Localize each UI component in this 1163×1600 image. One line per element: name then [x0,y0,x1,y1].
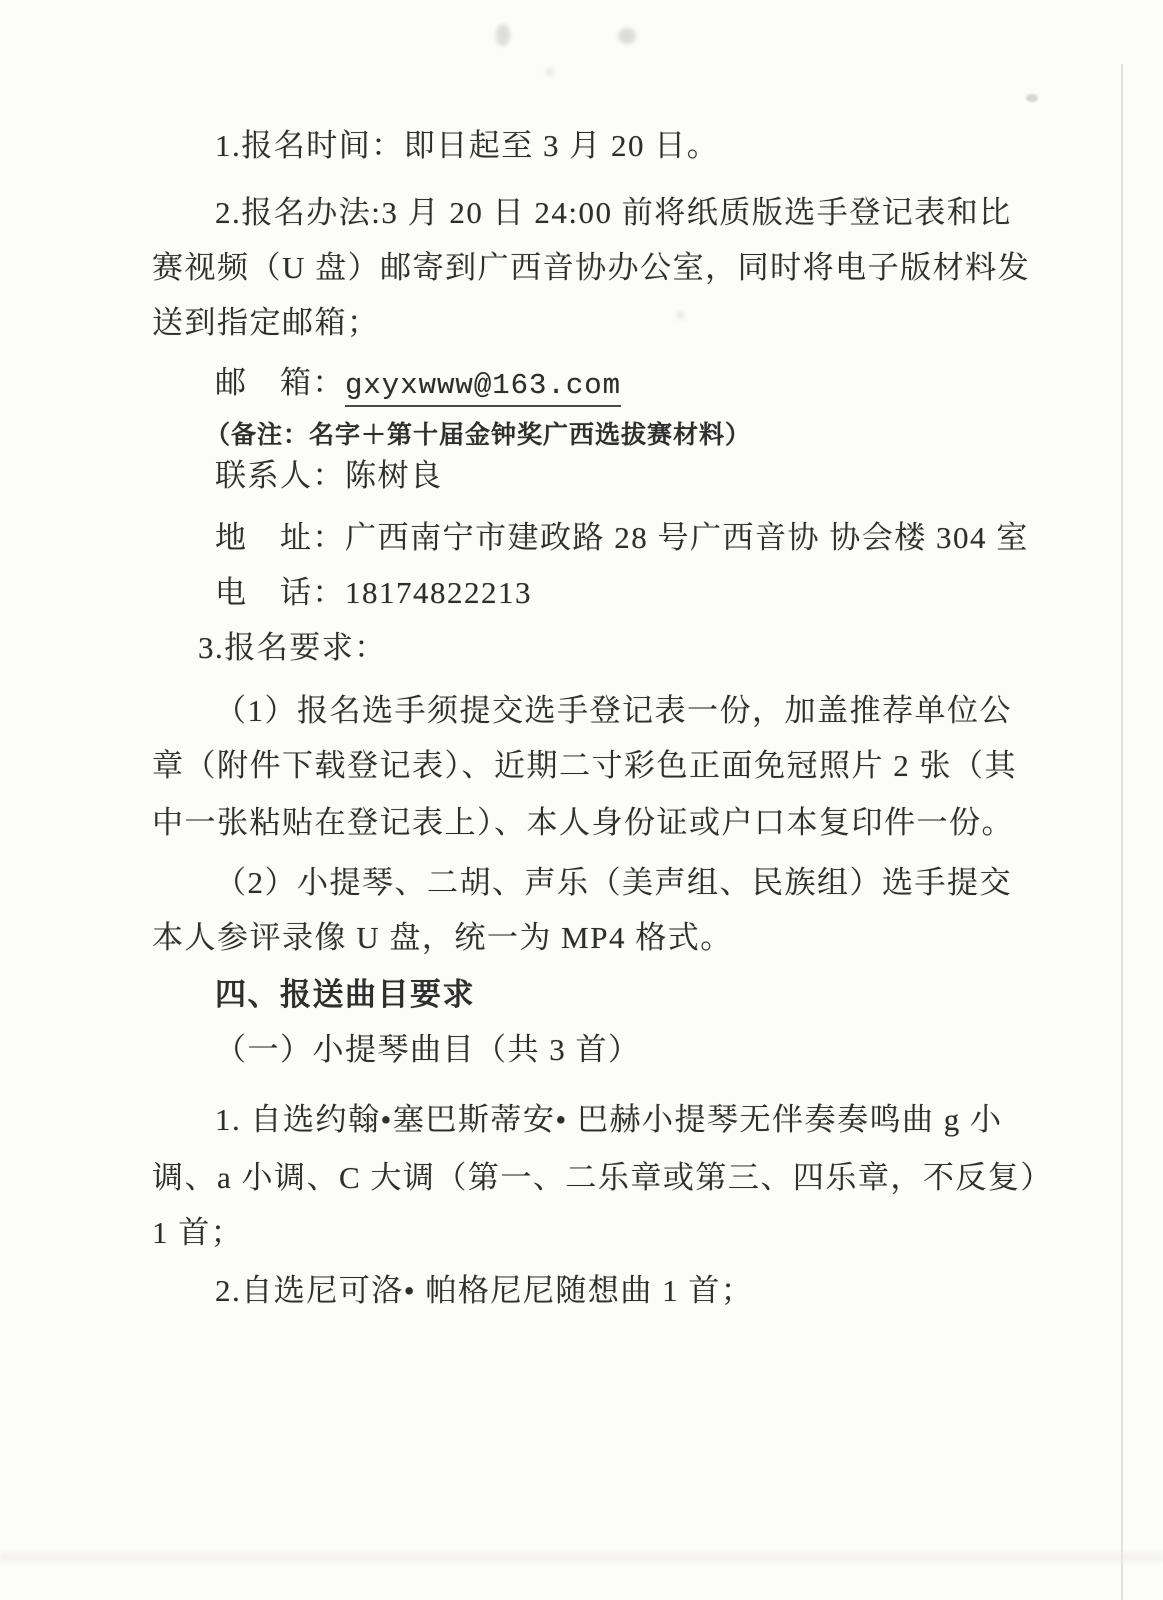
scan-smudge [618,28,636,44]
email-label: 邮 箱： [215,365,345,400]
doc-violin-item-2: 2.自选尼可洛• 帕格尼尼随想曲 1 首； [215,1273,754,1308]
doc-line-requirement-1a: （1）报名选手须提交选手登记表一份，加盖推荐单位公 [215,693,1012,728]
doc-line-address: 地 址：广西南宁市建政路 28 号广西音协 协会楼 304 室 [215,520,1029,555]
doc-line-requirements-heading: 3.报名要求： [198,630,387,665]
scan-bottom-shadow [0,1552,1163,1562]
doc-line-requirement-1c: 中一张粘贴在登记表上）、本人身份证或户口本复印件一份。 [152,805,1014,840]
doc-line-contact-person: 联系人：陈树良 [215,458,443,493]
doc-violin-item-1c: 1 首； [152,1215,244,1250]
doc-violin-item-1b: 调、a 小调、C 大调（第一、二乐章或第三、四乐章，不反复） [152,1160,1053,1195]
doc-line-requirement-2a: （2）小提琴、二胡、声乐（美声组、民族组）选手提交 [215,865,1012,900]
scan-smudge [496,24,510,46]
doc-line-email-note: （备注：名字＋第十届金钟奖广西选拔赛材料） [205,422,752,449]
doc-line-email [215,364,621,404]
doc-line-registration-time: 1.报名时间：即日起至 3 月 20 日。 [215,128,720,163]
doc-line-registration-method-2: 赛视频（U 盘）邮寄到广西音协办公室，同时将电子版材料发 [152,250,1031,285]
scan-smudge [545,68,555,76]
scan-edge-line [1121,64,1123,1600]
doc-line-registration-method-1: 2.报名办法:3 月 20 日 24:00 前将纸质版选手登记表和比 [215,195,1012,230]
doc-line-registration-method-3: 送到指定邮箱； [152,305,380,340]
scan-smudge [676,312,685,319]
doc-violin-subheading: （一）小提琴曲目（共 3 首） [215,1032,641,1067]
doc-line-requirement-1b: 章（附件下载登记表）、近期二寸彩色正面免冠照片 2 张（其 [152,748,1017,783]
email-address: gxyxwww@163.com [345,369,621,407]
doc-line-phone: 电 话：18174822213 [215,575,532,610]
doc-section-4-heading: 四、报送曲目要求 [215,977,475,1012]
doc-line-requirement-2b: 本人参评录像 U 盘，统一为 MP4 格式。 [152,920,733,955]
doc-violin-item-1a: 1. 自选约翰•塞巴斯蒂安• 巴赫小提琴无伴奏奏鸣曲 g 小 [215,1102,1003,1137]
scan-smudge [1026,94,1038,102]
